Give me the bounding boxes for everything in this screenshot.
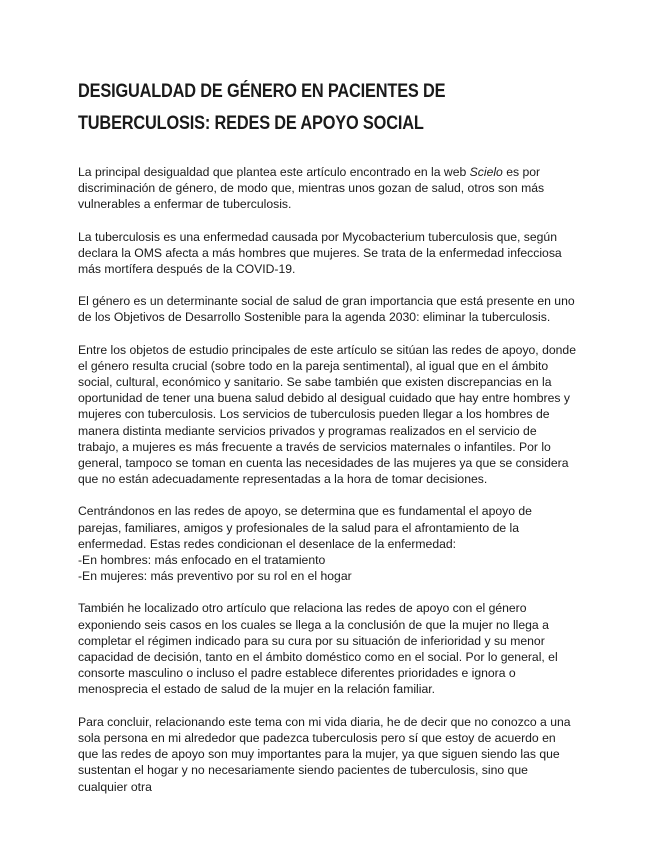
document-title: DESIGUALDAD DE GÉNERO EN PACIENTES DE TUBERCULOSIS: REDES DE APOYO SOCIAL — [78, 81, 446, 134]
support-list-intro: Centrándonos en las redes de apoyo, se determina que es fundamental el apoyo de parejas, familiares, amigos y profesionales de la salud para el afrontamiento de la enfermedad. Estas redes condicionan el desenlace de la enfermedad: — [78, 504, 532, 551]
support-list-item-men: -En hombres: más enfocado en el tratamiento — [78, 553, 326, 568]
paragraph-support-list — [78, 503, 577, 584]
paragraph-intro — [78, 164, 577, 213]
scielo-name: Scielo — [469, 165, 503, 179]
intro-text-end: es por discriminación de género, de modo que, mientras unos gozan de salud, otros son más vulnerables a enfermar de tuberculosis. — [78, 165, 545, 212]
paragraph-second-article: También he localizado otro artículo que relaciona las redes de apoyo con el género exponiendo seis casos en los cuales se llega a la conclusión de que la mujer no llega a completar el régimen indicado para su cura por su situación de inferioridad y su menor capacidad de decisión, tanto en el ámbito doméstico como en el social. Por lo general, el consorte masculino o incluso el padre establece diferentes prioridades e ignora o menosprecia el estado de salud de la mujer en la relación familiar. — [78, 601, 558, 697]
intro-text-start: La principal desigualdad que plantea este artículo encontrado en la web — [78, 165, 470, 179]
paragraph-tuberculosis-definition: La tuberculosis es una enfermedad causada por Mycobacterium tuberculosis que, según declara la OMS afecta a más hombres que mujeres. Se trata de la enfermedad infecciosa más mortífera después de la COVID-19. — [78, 229, 562, 277]
paragraph-gender-determinant: El género es un determinante social de salud de gran importancia que está presente en uno de los Objetivos de Desarrollo Sostenible para la agenda 2030: eliminar la tuberculosis. — [78, 294, 575, 325]
support-list-item-women: -En mujeres: más preventivo por su rol en el hogar — [78, 569, 352, 584]
paragraph-conclusion: Para concluir, relacionando este tema con mi vida diaria, he de decir que no conozco a una sola persona en mi alrededor que padezca tuberculosis pero sí que estoy de acuerdo en que las redes de apoyo son muy importantes para la mujer, ya que siguen siendo las que sustentan el hogar y no necesariamente siendo pacientes de tuberculosis, sino que cualquier otra — [78, 714, 571, 794]
paragraph-support-networks: Entre los objetos de estudio principales de este artículo se sitúan las redes de apoyo, donde el género resulta crucial (sobre todo en la pareja sentimental), al igual que en el ámbito social, cultural, económico y sanitario. Se sabe también que existen discrepancias en la oportunidad de tener una buena salud debido al desigual cuidado que hay entre hombres y mujeres con tuberculosis. Los servicios de tuberculosis pueden llegar a los hombres de manera distinta mediante servicios privados y programas realizados en el servicio de trabajo, a mujeres es más frecuente a través de servicios maternales o infantiles. Por lo general, tampoco se toman en cuenta las necesidades de las mujeres ya que se considera que no están adecuadamente representadas a la hora de tomar decisiones. — [78, 342, 576, 487]
